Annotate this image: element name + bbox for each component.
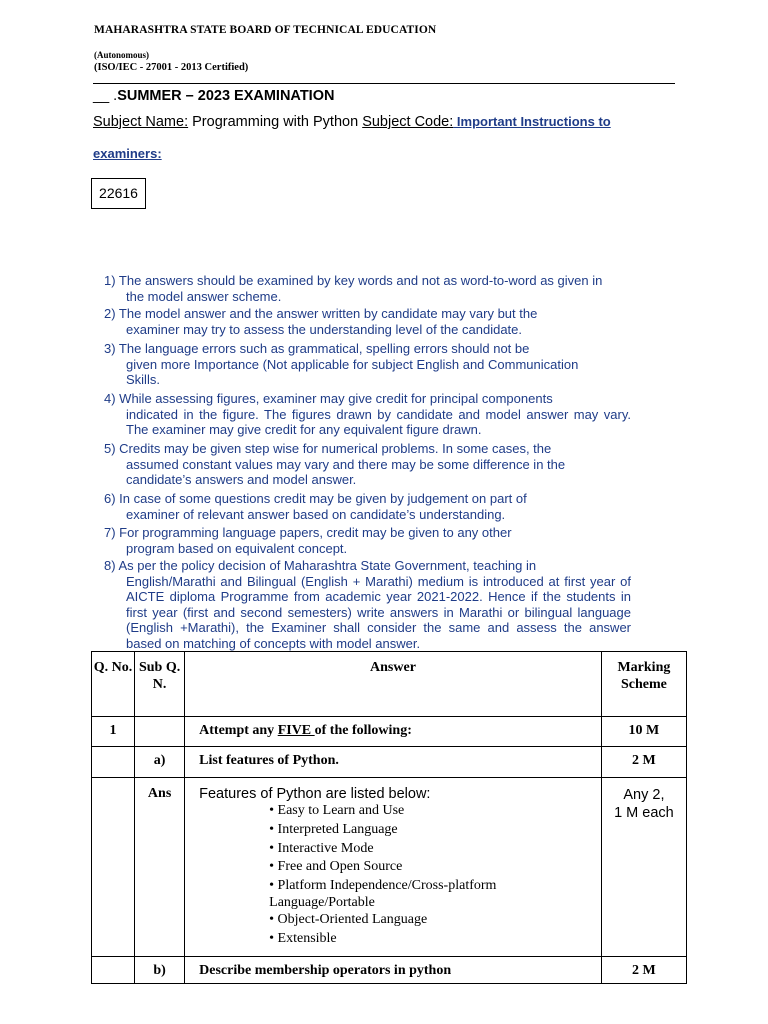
sub-q-text: a) [153, 753, 166, 768]
question-text [185, 957, 602, 984]
question-text-inner: List features of Python. [199, 753, 339, 768]
instruction-rest: program based on equivalent concept. [126, 540, 348, 556]
marks [601, 778, 686, 957]
header-marking [601, 652, 686, 717]
instruction-line: 3) The language errors such as grammatical, spelling errors should not be [104, 341, 530, 356]
instruction-item [104, 491, 631, 522]
instruction-item [104, 558, 631, 651]
instruction-line: 7) For programming language papers, credit may be given to any other [104, 525, 512, 540]
list-item: • Platform Independence/Cross-platform Language/Portable [269, 878, 497, 911]
subject-code-box: 22616 [91, 178, 146, 209]
feature-list [185, 802, 601, 949]
list-item: • Interactive Mode [269, 840, 374, 856]
marks-line: Any 2, [623, 787, 665, 803]
instruction-line: 8) As per the policy decision of Maharashtra State Government, teaching in [104, 558, 537, 573]
marks-text: 2 M [632, 963, 656, 978]
list-item: • Interpreted Language [269, 821, 398, 837]
exam-title-text: SUMMER – 2023 EXAMINATION [117, 88, 335, 104]
instruction-rest: assumed constant values may vary and there may be some difference in the candidate’s answers and model answer. [126, 456, 566, 487]
list-item: • Free and Open Source [269, 859, 403, 875]
q-number [92, 747, 135, 778]
question-text [185, 717, 602, 747]
instruction-item [104, 341, 584, 388]
instruction-rest: examiner of relevant answer based on candidate’s understanding. [126, 506, 506, 522]
instruction-item [104, 306, 631, 337]
header-qno [92, 652, 135, 717]
header-divider [93, 83, 675, 84]
q-number [92, 717, 135, 747]
question-text [185, 747, 602, 778]
instruction-item [104, 273, 631, 304]
list-item: • Object-Oriented Language [269, 912, 428, 928]
table-row [92, 747, 687, 778]
instructions-title-a: Important Instructions to [453, 114, 611, 129]
table-row [92, 957, 687, 984]
instruction-item [104, 525, 631, 556]
sub-q-text: b) [153, 963, 166, 978]
answer-intro: Features of Python are listed below: [199, 786, 431, 802]
instruction-line: 1) The answers should be examined by key words and not as word-to-word as given in [104, 273, 603, 288]
q1-underlined: FIVE [277, 723, 315, 738]
answer-content [185, 778, 602, 957]
marks-line: 1 M each [614, 805, 674, 821]
exam-prefix: __ . [93, 88, 118, 104]
header-answer [185, 652, 602, 717]
instructions-title-b: examiners: [93, 146, 162, 161]
instruction-item [104, 441, 631, 488]
marks [601, 957, 686, 984]
marks-text: 2 M [632, 753, 656, 768]
sub-q [135, 717, 185, 747]
ans-label-text: Ans [147, 786, 172, 801]
table-row [92, 717, 687, 747]
q1-post: of the following: [314, 723, 412, 738]
instruction-rest: English/Marathi and Bilingual (English + Marathi) medium is introduced at first year of AICTE diploma Programme from academic year 2021-2022. Hence if the students in first year (first and second semesters) write answers in Marathi or bilingual language (English +Marathi), the Examiner shall consider the same and assess the answer based on matching of concepts with model answer. [126, 573, 631, 651]
header-answer-text: Answer [370, 660, 416, 675]
marks [601, 747, 686, 778]
exam-title [93, 88, 334, 104]
ans-label [135, 778, 185, 957]
instruction-line: 5) Credits may be given step wise for numerical problems. In some cases, the [104, 441, 552, 456]
table-header-row [92, 652, 687, 717]
instruction-line: 2) The model answer and the answer written by candidate may vary but the [104, 306, 538, 321]
question-text-inner: Describe membership operators in python [199, 963, 452, 978]
subject-code-label: Subject Code: [362, 114, 454, 130]
sub-q [135, 957, 185, 984]
q1-pre: Attempt any [199, 723, 278, 738]
marks-scheme [602, 778, 686, 822]
header-subq [135, 652, 185, 717]
marks-text: 10 M [628, 723, 660, 738]
instruction-rest: the model answer scheme. [126, 288, 282, 304]
subject-name: Programming with Python [188, 114, 363, 130]
instruction-rest: given more Importance (Not applicable for subject English and Communication Skills. [126, 356, 579, 387]
list-item: • Easy to Learn and Use [269, 803, 405, 818]
header-subq-text: Sub Q. N. [138, 660, 181, 692]
iso-certification: (ISO/IEC - 27001 - 2013 Certified) [94, 62, 249, 73]
instruction-line: 6) In case of some questions credit may be given by judgement on part of [104, 491, 527, 506]
header-qno-text: Q. No. [93, 660, 133, 675]
instruction-item [104, 391, 631, 438]
instruction-rest: indicated in the figure. The figures drawn by candidate and model answer may vary. The examiner may give credit for any equivalent figure drawn. [126, 406, 631, 437]
marks [601, 717, 686, 747]
list-item: • Extensible [269, 930, 337, 946]
q-number [92, 957, 135, 984]
header-marking-text: Marking Scheme [617, 660, 671, 692]
answer-table [91, 651, 687, 984]
subject-name-label: Subject Name: [93, 114, 189, 130]
sub-q [135, 747, 185, 778]
instruction-rest: examiner may try to assess the understanding level of the candidate. [126, 321, 522, 337]
table-row [92, 778, 687, 957]
board-name: MAHARASHTRA STATE BOARD OF TECHNICAL EDUCATION [94, 24, 437, 36]
autonomous-label: (Autonomous) [94, 50, 150, 60]
q-number-text: 1 [109, 723, 117, 738]
question-text-inner [185, 717, 601, 739]
q-number [92, 778, 135, 957]
subject-line [93, 114, 611, 130]
instruction-line: 4) While assessing figures, examiner may give credit for principal components [104, 391, 553, 406]
